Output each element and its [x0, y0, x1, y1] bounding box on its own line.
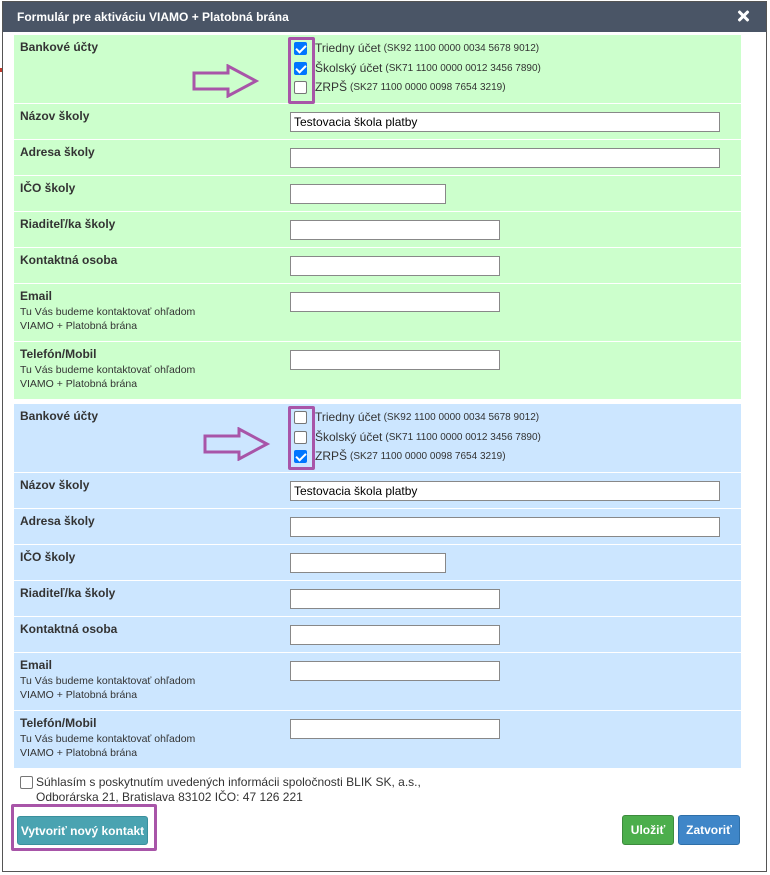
email-hint-2: VIAMO + Platobná brána [20, 689, 138, 701]
account-form-2 [14, 404, 741, 768]
account-iban: (SK27 1100 0000 0098 7654 3219) [350, 450, 506, 462]
contact-row [14, 617, 741, 653]
director-input[interactable] [290, 589, 500, 609]
phone-hint-1: Tu Vás budeme kontaktovať ohľadom [20, 733, 196, 745]
ico-row [14, 176, 741, 212]
account-checkbox[interactable] [294, 62, 307, 75]
contact-label: Kontaktná osoba [20, 253, 118, 267]
consent-text-line-2: Odborárska 21, Bratislava 83102 IČO: 47 126 221 [36, 790, 303, 804]
ico-label: IČO školy [20, 181, 76, 195]
ico-input[interactable] [290, 184, 446, 204]
account-option-zrps[interactable] [294, 447, 506, 465]
school-address-input[interactable] [290, 517, 720, 537]
email-hint-2: VIAMO + Platobná brána [20, 320, 138, 332]
ico-row [14, 545, 741, 581]
email-hint-1: Tu Vás budeme kontaktovať ohľadom [20, 675, 196, 687]
bank-accounts-label: Bankové účty [20, 409, 99, 423]
contact-input[interactable] [290, 625, 500, 645]
account-name: Triedny účet [315, 41, 381, 55]
phone-input[interactable] [290, 350, 500, 370]
contact-row [14, 248, 741, 284]
account-iban: (SK71 1100 0000 0012 3456 7890) [385, 62, 541, 74]
school-name-label: Názov školy [20, 109, 90, 123]
school-address-row [14, 140, 741, 176]
director-label: Riaditeľ/ka školy [20, 586, 116, 600]
dialog-title: Formulár pre aktiváciu VIAMO + Platobná brána [17, 10, 289, 24]
account-iban: (SK92 1100 0000 0034 5678 9012) [383, 411, 540, 423]
director-row [14, 212, 741, 248]
account-checkbox[interactable] [294, 431, 307, 444]
email-input[interactable] [290, 292, 500, 312]
school-name-input[interactable] [290, 112, 720, 132]
phone-input[interactable] [290, 719, 500, 739]
contact-label: Kontaktná osoba [20, 622, 118, 636]
email-row [14, 284, 741, 342]
right-arrow-icon [192, 64, 260, 98]
new-contact-button[interactable]: Vytvoriť nový kontakt [17, 816, 148, 845]
ico-input[interactable] [290, 553, 446, 573]
account-checkbox[interactable] [294, 411, 307, 424]
school-name-row [14, 473, 741, 509]
close-button[interactable]: Zatvoriť [678, 815, 740, 845]
bank-accounts-row [14, 404, 741, 473]
school-name-label: Názov školy [20, 478, 90, 492]
account-checkbox[interactable] [294, 450, 307, 463]
phone-label: Telefón/Mobil [20, 347, 97, 361]
account-name: ZRPŠ [315, 449, 348, 463]
consent-checkbox[interactable] [20, 776, 33, 789]
bank-accounts-label: Bankové účty [20, 40, 99, 54]
account-name: ZRPŠ [315, 80, 348, 94]
account-iban: (SK27 1100 0000 0098 7654 3219) [350, 81, 506, 93]
account-iban: (SK92 1100 0000 0034 5678 9012) [383, 42, 540, 54]
account-name: Školský účet [315, 61, 383, 75]
right-arrow-icon [203, 427, 271, 461]
school-address-label: Adresa školy [20, 514, 95, 528]
dialog-titlebar [3, 2, 766, 32]
phone-hint-2: VIAMO + Platobná brána [20, 747, 138, 759]
director-row [14, 581, 741, 617]
account-name: Triedny účet [315, 410, 381, 424]
phone-row [14, 342, 741, 399]
email-row [14, 653, 741, 711]
school-address-input[interactable] [290, 148, 720, 168]
email-label: Email [20, 289, 53, 303]
director-label: Riaditeľ/ka školy [20, 217, 116, 231]
ico-label: IČO školy [20, 550, 76, 564]
account-checkbox[interactable] [294, 42, 307, 55]
email-hint-1: Tu Vás budeme kontaktovať ohľadom [20, 306, 196, 318]
bank-accounts-row [14, 35, 741, 104]
account-checkbox[interactable] [294, 81, 307, 94]
account-form-1 [14, 35, 741, 399]
school-name-row [14, 104, 741, 140]
contact-input[interactable] [290, 256, 500, 276]
phone-hint-2: VIAMO + Platobná brána [20, 378, 138, 390]
account-option-skolsky[interactable] [294, 59, 541, 77]
account-option-triedny[interactable] [294, 39, 539, 57]
school-address-label: Adresa školy [20, 145, 95, 159]
school-address-row [14, 509, 741, 545]
phone-label: Telefón/Mobil [20, 716, 97, 730]
phone-row [14, 711, 741, 768]
close-icon[interactable] [736, 9, 750, 23]
director-input[interactable] [290, 220, 500, 240]
account-iban: (SK71 1100 0000 0012 3456 7890) [385, 431, 541, 443]
phone-hint-1: Tu Vás budeme kontaktovať ohľadom [20, 364, 196, 376]
email-label: Email [20, 658, 53, 672]
account-option-zrps[interactable] [294, 78, 506, 96]
account-option-skolsky[interactable] [294, 428, 541, 446]
consent-text-line-1: Súhlasím s poskytnutím uvedených informácii spoločnosti BLIK SK, a.s., [36, 775, 421, 789]
school-name-input[interactable] [290, 481, 720, 501]
account-option-triedny[interactable] [294, 408, 539, 426]
save-button[interactable]: Uložiť [622, 815, 674, 845]
account-name: Školský účet [315, 430, 383, 444]
email-input[interactable] [290, 661, 500, 681]
